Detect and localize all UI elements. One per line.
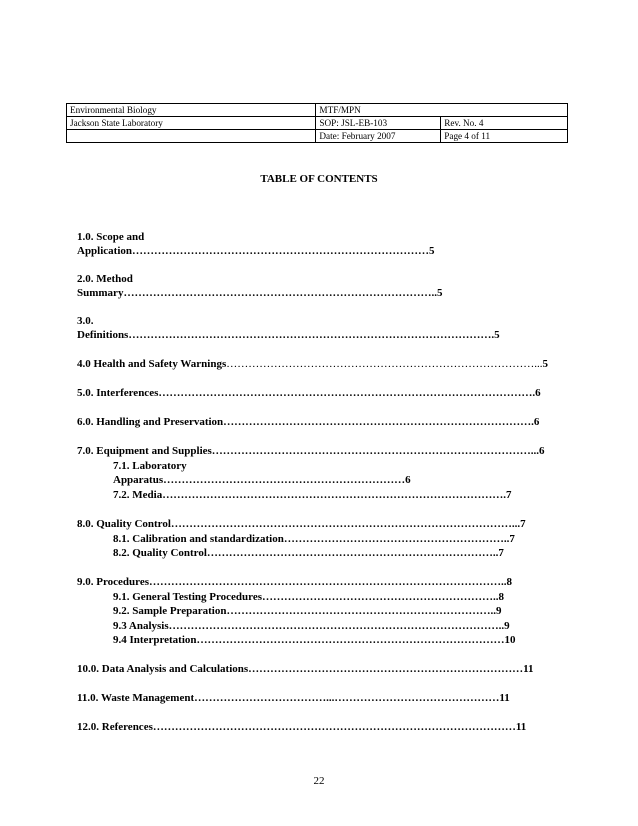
toc-entry-7-1-cont[interactable]: Apparatus…………………………………………………………6 [113, 474, 411, 486]
header-lab: Jackson State Laboratory [67, 117, 316, 130]
toc-entry-4-leader: …………………………………………………………………………... [226, 358, 543, 370]
toc-entry-10-0[interactable]: 10.0. Data Analysis and Calculations…………………………………………………………………11 [77, 663, 534, 675]
header-blank [67, 130, 316, 143]
toc-entry-9-1[interactable]: 9.1. General Testing Procedures………………………………………………………..8 [113, 591, 505, 603]
header-date: Date: February 2007 [316, 130, 441, 143]
toc-entry-2-0[interactable]: 2.0. Method [77, 273, 133, 285]
toc-entry-6-0[interactable]: 6.0. Handling and Preservation………………………………………………………………………….6 [77, 416, 540, 428]
toc-entry-8-2[interactable]: 8.2. Quality Control……………………………………………………………………..7 [113, 547, 504, 559]
header-rev: Rev. No. 4 [441, 117, 568, 130]
toc-entry-3-0-cont[interactable]: Definitions……………………………………………………………………………………….5 [77, 329, 500, 341]
toc-entry-9-4[interactable]: 9.4 Interpretation…………………………………………………………………………10 [113, 634, 516, 646]
toc-entry-9-3[interactable]: 9.3 Analysis………………………………………………………………………………..9 [113, 620, 510, 632]
toc-entry-7-2[interactable]: 7.2. Media………………………………………………………………………………….7 [113, 489, 512, 501]
toc-entry-4-label: 4.0 Health and Safety Warnings [77, 358, 227, 370]
toc-entry-11-0[interactable]: 11.0. Waste Management………………………………...………………………………………11 [77, 692, 510, 704]
toc-entry-12-0[interactable]: 12.0. References………………………………………………………………………………………11 [77, 721, 527, 733]
header-page: Page 4 of 11 [441, 130, 568, 143]
toc-entry-1-0[interactable]: 1.0. Scope and [77, 231, 145, 243]
toc-entry-3-0[interactable]: 3.0. [77, 315, 94, 327]
header-row [67, 130, 568, 143]
toc-entry-7-0[interactable]: 7.0. Equipment and Supplies……………………………………………………………………………...6 [77, 445, 545, 457]
toc-entry-5-0[interactable]: 5.0. Interferences………………………………………………………………………………………….6 [77, 387, 541, 399]
toc-entry-2-0-cont[interactable]: Summary…………………………………………………………………………..5 [77, 287, 443, 299]
toc-entry-1-0-cont[interactable]: Application………………………………………………………………………5 [77, 245, 435, 257]
header-title: MTF/MPN [316, 104, 568, 117]
toc-title: TABLE OF CONTENTS [260, 173, 378, 185]
page-number: 22 [313, 775, 325, 787]
toc-entry-9-0[interactable]: 9.0. Procedures……………………………………………………………………………………..8 [77, 576, 512, 588]
toc-entry-4-0[interactable] [77, 357, 548, 371]
toc-entry-7-1[interactable]: 7.1. Laboratory [113, 460, 187, 472]
header-row [67, 104, 568, 117]
header-sop: SOP: JSL-EB-103 [316, 117, 441, 130]
toc-entry-8-1[interactable]: 8.1. Calibration and standardization……………………………………………………..7 [113, 533, 515, 545]
toc-entry-4-page: 5 [542, 358, 548, 370]
toc-entry-8-0[interactable]: 8.0. Quality Control…………………………………………………………………………………...7 [77, 518, 526, 530]
sop-header-table [66, 103, 568, 143]
header-org: Environmental Biology [67, 104, 316, 117]
header-row [67, 117, 568, 130]
toc-entry-9-2[interactable]: 9.2. Sample Preparation………………………………………………………………..9 [113, 605, 502, 617]
